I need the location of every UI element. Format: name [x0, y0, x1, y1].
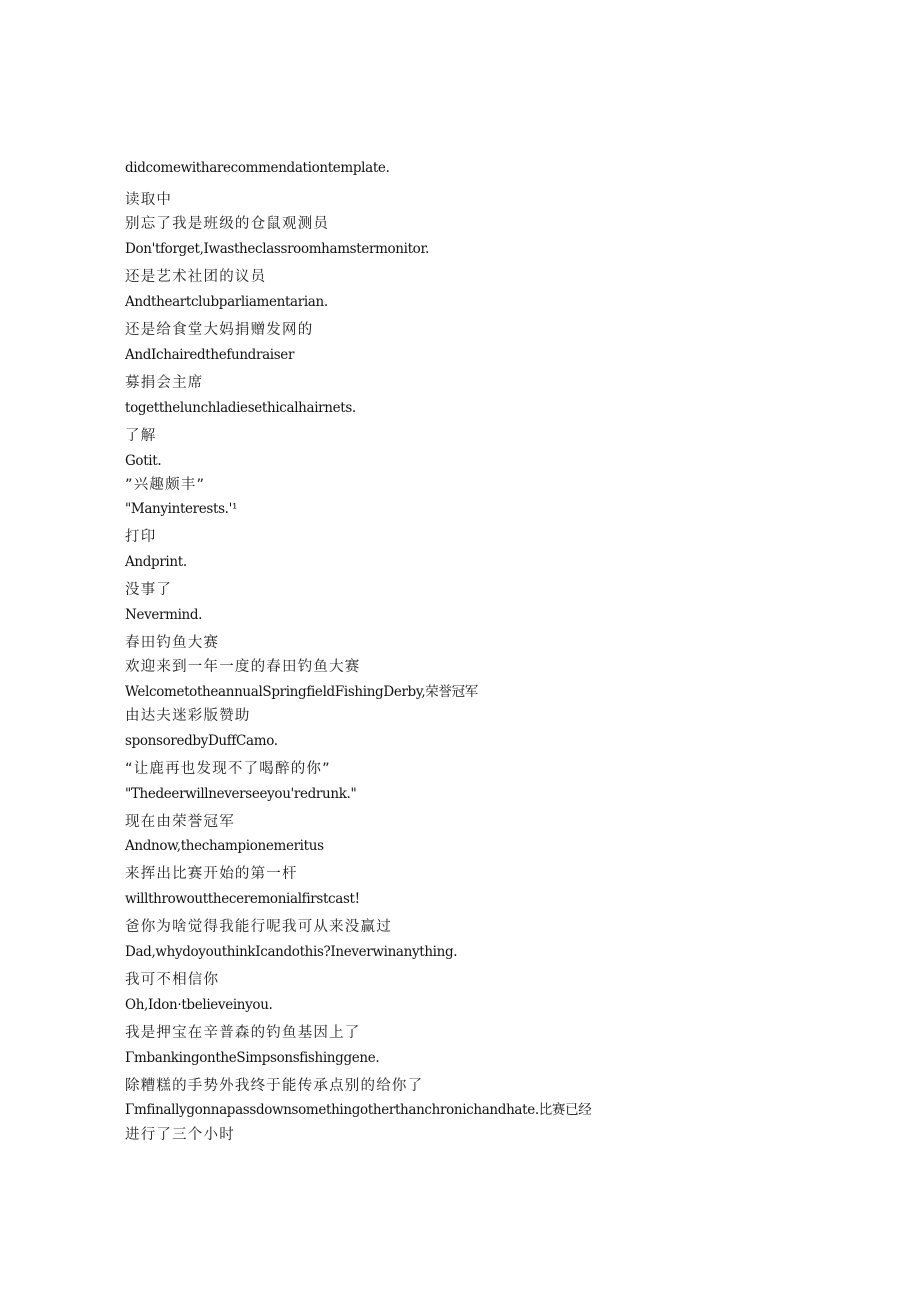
subtitle-line-en: Andtheartclubparliamentarian. [125, 294, 328, 310]
subtitle-line-en: Γmfinallygonnapassdownsomethingotherthanchronichandhate.比赛已经 [125, 1102, 592, 1118]
subtitle-line-zh: 我可不相信你 [125, 972, 220, 988]
subtitle-line-zh: 来挥出比赛开始的第一杆 [125, 866, 298, 882]
subtitle-line-zh: 募捐会主席 [125, 375, 204, 391]
subtitle-line-zh: 欢迎来到一年一度的春田钓鱼大赛 [125, 659, 361, 675]
subtitle-line-en: Andnow,thechampionemeritus [125, 838, 324, 854]
subtitle-line-en: "Thedeerwillneverseeyou'redrunk." [125, 786, 357, 802]
subtitle-line-zh: 打印 [125, 529, 157, 545]
subtitle-line-en: didcomewitharecommendationtemplate. [125, 160, 390, 176]
subtitle-line-zh: 现在由荣誉冠军 [125, 814, 235, 830]
subtitle-line-zh: 没事了 [125, 582, 173, 598]
subtitle-line-en: Oh,Idon·tbelieveinyou. [125, 997, 273, 1013]
subtitle-line-en: togetthelunchladiesethicalhairnets. [125, 400, 356, 416]
subtitle-line-en: sponsoredbyDuffCamo. [125, 733, 278, 749]
subtitle-line-zh: 读取中 [125, 192, 173, 208]
subtitle-line-en: Andprint. [125, 554, 187, 570]
subtitle-line-en: willthrowouttheceremonialfirstcast! [125, 891, 360, 907]
subtitle-line-en: WelcometotheannualSpringfieldFishingDerby,荣誉冠军 [125, 684, 478, 700]
subtitle-line-en: Nevermind. [125, 607, 203, 623]
subtitle-line-zh: 除糟糕的手势外我终于能传承点别的给你了 [125, 1078, 424, 1094]
subtitle-line-zh: “让鹿再也发现不了喝醉的你” [125, 761, 331, 777]
subtitle-line-zh: ”兴趣颇丰” [125, 477, 206, 493]
subtitle-line-zh: 进行了三个小时 [125, 1127, 235, 1143]
subtitle-line-en: Dad,whydoyouthinkIcandothis?Ineverwinanything. [125, 944, 458, 960]
subtitle-line-zh: 我是押宝在辛普森的钓鱼基因上了 [125, 1025, 361, 1041]
subtitle-line-zh: 还是给食堂大妈捐赠发网的 [125, 322, 314, 338]
subtitle-line-zh: 别忘了我是班级的仓鼠观测员 [125, 216, 330, 232]
subtitle-line-zh: 了解 [125, 428, 157, 444]
subtitle-line-en: ΓmbankingontheSimpsonsfishinggene. [125, 1050, 380, 1066]
subtitle-line-zh: 还是艺术社团的议员 [125, 269, 267, 285]
subtitle-line-zh: 爸你为啥觉得我能行呢我可从来没赢过 [125, 919, 392, 935]
subtitle-line-en: "Manyinterests.'¹ [125, 501, 238, 517]
subtitle-line-zh: 春田钓鱼大赛 [125, 635, 220, 651]
subtitle-line-en: Don'tforget,Iwastheclassroomhamstermonitor. [125, 241, 430, 257]
subtitle-line-zh: 由达夫迷彩版赞助 [125, 708, 251, 724]
subtitle-line-en: AndIchairedthefundraiser [125, 347, 295, 363]
subtitle-line-en: Gotit. [125, 453, 162, 469]
